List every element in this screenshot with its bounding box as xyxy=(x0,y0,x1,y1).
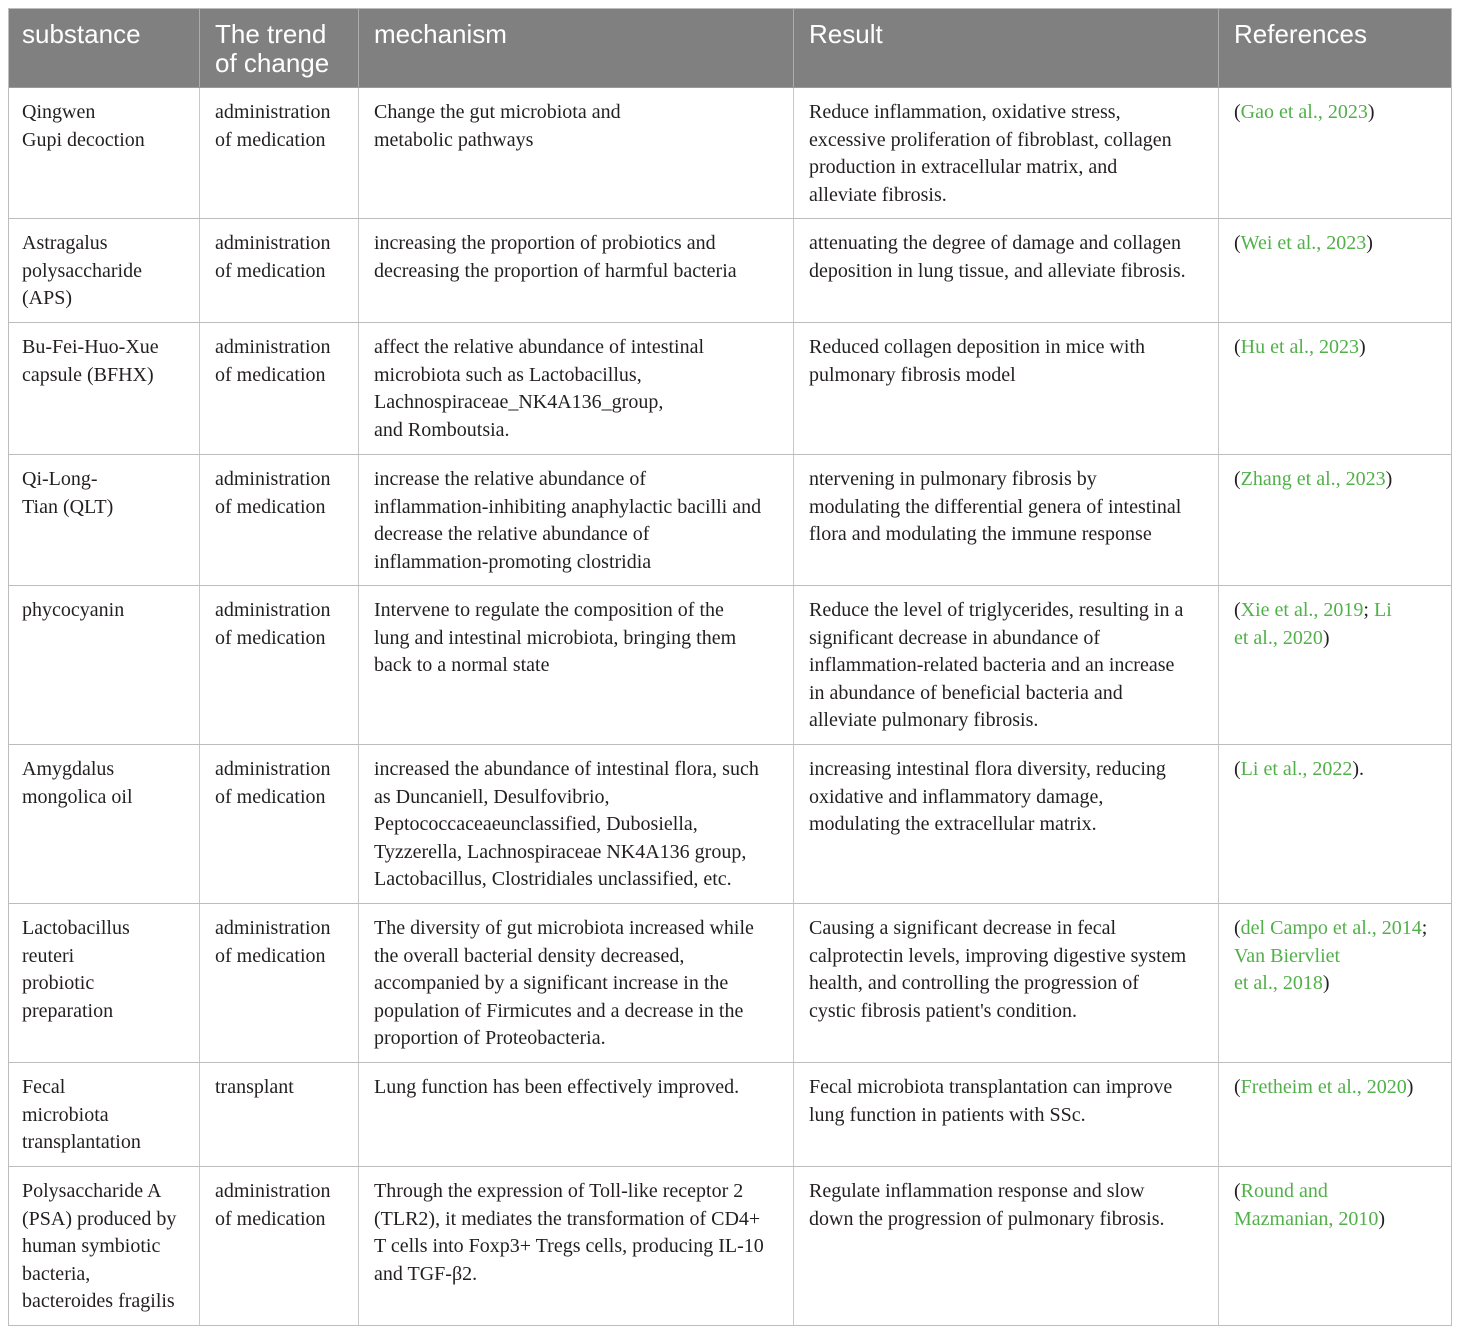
result-cell: ntervening in pulmonary fibrosis by modulating the differential genera of intestinal flora and modulating the immune response xyxy=(794,455,1219,585)
reference-link[interactable]: Wei et al., 2023 xyxy=(1240,232,1367,254)
trend-cell: administration of medication xyxy=(200,745,359,903)
mechanism-cell: Change the gut microbiota and metabolic pathways xyxy=(359,88,794,218)
substance-cell: Fecal microbiota transplantation xyxy=(9,1063,200,1166)
trend-cell: administration of medication xyxy=(200,904,359,1062)
column-header-mechanism: mechanism xyxy=(359,9,794,87)
reference-punctuation: ( xyxy=(1234,1180,1241,1202)
reference-link[interactable]: Gao et al., 2023 xyxy=(1240,101,1368,123)
trend-cell: administration of medication xyxy=(200,219,359,322)
mechanism-cell: affect the relative abundance of intestinal microbiota such as Lactobacillus, Lachnospiraceae_NK4A136_group, and Romboutsia. xyxy=(359,323,794,454)
references-cell xyxy=(1219,88,1451,218)
reference-punctuation: ) xyxy=(1367,101,1375,123)
table-row xyxy=(9,1167,1451,1325)
result-cell: Reduce the level of triglycerides, resulting in a significant decrease in abundance of inflammation-related bacteria and an increase in abundance of beneficial bacteria and alleviate pulmonary fibrosis. xyxy=(794,586,1219,744)
table-row xyxy=(9,219,1451,323)
mechanism-cell: increased the abundance of intestinal flora, such as Duncaniell, Desulfovibrio, Peptococcaceaeunclassified, Dubosiella, Tyzzerella, Lachnospiraceae NK4A136 group, Lactobacillus, Clostridiales unclassified, etc. xyxy=(359,745,794,903)
reference-punctuation: ; xyxy=(1363,599,1374,621)
substance-cell: Amygdalus mongolica oil xyxy=(9,745,200,903)
column-header-trend: The trend of change xyxy=(200,9,359,87)
reference-link[interactable]: Fretheim et al., 2020 xyxy=(1240,1076,1407,1098)
result-cell: Regulate inflammation response and slow down the progression of pulmonary fibrosis. xyxy=(794,1167,1219,1325)
trend-cell: administration of medication xyxy=(200,586,359,744)
trend-cell: administration of medication xyxy=(200,455,359,585)
references-cell xyxy=(1219,323,1451,454)
reference-link[interactable]: Xie et al., 2019 xyxy=(1240,599,1364,621)
result-cell: attenuating the degree of damage and collagen deposition in lung tissue, and alleviate fibrosis. xyxy=(794,219,1219,322)
reference-punctuation: ( xyxy=(1234,917,1241,939)
reference-punctuation: ( xyxy=(1234,101,1241,123)
result-cell: increasing intestinal flora diversity, reducing oxidative and inflammatory damage, modulating the extracellular matrix. xyxy=(794,745,1219,903)
mechanism-cell: increase the relative abundance of inflammation-inhibiting anaphylactic bacilli and decrease the relative abundance of inflammation-promoting clostridia xyxy=(359,455,794,585)
table-header xyxy=(9,9,1451,88)
mechanism-cell: Lung function has been effectively improved. xyxy=(359,1063,794,1166)
table-row xyxy=(9,745,1451,904)
reference-punctuation: ( xyxy=(1234,232,1241,254)
result-cell: Fecal microbiota transplantation can improve lung function in patients with SSc. xyxy=(794,1063,1219,1166)
substance-cell: Qi-Long- Tian (QLT) xyxy=(9,455,200,585)
reference-punctuation: ; xyxy=(1421,917,1428,939)
reference-link[interactable]: Round and Mazmanian, 2010 xyxy=(1234,1180,1379,1230)
result-cell: Reduced collagen deposition in mice with pulmonary fibrosis model xyxy=(794,323,1219,454)
trend-cell: administration of medication xyxy=(200,1167,359,1325)
table-row xyxy=(9,1063,1451,1167)
reference-link[interactable]: Zhang et al., 2023 xyxy=(1240,468,1386,490)
trend-cell: transplant xyxy=(200,1063,359,1166)
reference-punctuation: ( xyxy=(1234,758,1241,780)
result-cell: Reduce inflammation, oxidative stress, excessive proliferation of fibroblast, collagen production in extracellular matrix, and alleviate fibrosis. xyxy=(794,88,1219,218)
substance-cell: Lactobacillus reuteri probiotic preparation xyxy=(9,904,200,1062)
result-cell: Causing a significant decrease in fecal calprotectin levels, improving digestive system health, and controlling the progression of cystic fibrosis patient's condition. xyxy=(794,904,1219,1062)
reference-link[interactable]: Van Biervliet et al., 2018 xyxy=(1234,944,1341,994)
table-row xyxy=(9,904,1451,1063)
reference-punctuation: ) xyxy=(1378,1207,1386,1230)
substance-cell: Qingwen Gupi decoction xyxy=(9,88,200,218)
mechanism-cell: The diversity of gut microbiota increased while the overall bacterial density decreased, accompanied by a significant increase in the population of Firmicutes and a decrease in the proportion of Proteobacteria. xyxy=(359,904,794,1062)
column-header-substance: substance xyxy=(9,9,200,87)
references-cell xyxy=(1219,745,1451,903)
references-cell xyxy=(1219,904,1451,1062)
references-cell xyxy=(1219,1167,1451,1325)
references-cell xyxy=(1219,586,1451,744)
table-body xyxy=(9,88,1451,1325)
reference-punctuation: ( xyxy=(1234,468,1241,490)
substance-cell: Polysaccharide A (PSA) produced by human symbiotic bacteria, bacteroides fragilis xyxy=(9,1167,200,1325)
reference-punctuation: ( xyxy=(1234,599,1241,621)
reference-link[interactable]: Hu et al., 2023 xyxy=(1240,336,1359,358)
reference-punctuation: ) xyxy=(1322,972,1330,994)
substance-cell: Astragalus polysaccharide (APS) xyxy=(9,219,200,322)
reference-link[interactable]: Li et al., 2022 xyxy=(1240,758,1353,780)
reference-punctuation: ( xyxy=(1234,1076,1241,1098)
references-cell xyxy=(1219,455,1451,585)
references-cell xyxy=(1219,1063,1451,1166)
data-table xyxy=(8,8,1452,1326)
mechanism-cell: Through the expression of Toll-like receptor 2 (TLR2), it mediates the transformation of CD4+ T cells into Foxp3+ Tregs cells, producing IL-10 and TGF-β2. xyxy=(359,1167,794,1325)
reference-punctuation: ) xyxy=(1358,336,1366,358)
table-row xyxy=(9,586,1451,745)
substance-cell: Bu-Fei-Huo-Xue capsule (BFHX) xyxy=(9,323,200,454)
trend-cell: administration of medication xyxy=(200,323,359,454)
mechanism-cell: increasing the proportion of probiotics and decreasing the proportion of harmful bacteria xyxy=(359,219,794,322)
reference-link[interactable]: del Campo et al., 2014 xyxy=(1240,917,1422,939)
mechanism-cell: Intervene to regulate the composition of the lung and intestinal microbiota, bringing them back to a normal state xyxy=(359,586,794,744)
reference-punctuation: ). xyxy=(1352,758,1364,780)
column-header-references: References xyxy=(1234,19,1367,49)
reference-punctuation: ( xyxy=(1234,336,1241,358)
reference-link[interactable]: Li et al., 2020 xyxy=(1234,599,1392,649)
substance-cell: phycocyanin xyxy=(9,586,200,744)
table-row xyxy=(9,323,1451,455)
reference-punctuation: ) xyxy=(1366,232,1373,254)
reference-punctuation: ) xyxy=(1406,1076,1414,1098)
reference-punctuation: ) xyxy=(1322,626,1330,649)
references-cell xyxy=(1219,219,1451,322)
reference-punctuation: ) xyxy=(1385,468,1393,490)
table-row xyxy=(9,88,1451,219)
trend-cell: administration of medication xyxy=(200,88,359,218)
table-row xyxy=(9,455,1451,586)
column-header-result: Result xyxy=(794,9,1219,87)
